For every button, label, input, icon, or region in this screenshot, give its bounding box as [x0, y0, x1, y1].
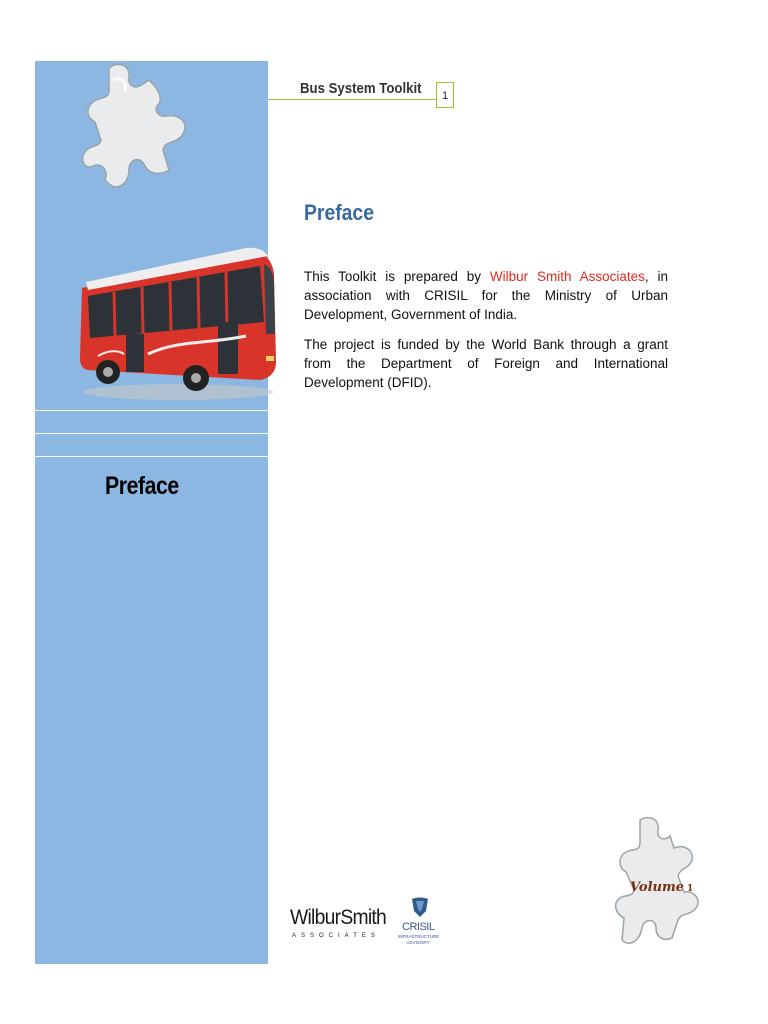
- page-title: Preface: [304, 200, 374, 225]
- paragraph-intro-text-end: , in association with CRISIL for the Ministry of Urban Development, Government of India.: [304, 269, 669, 322]
- crisil-logo: [398, 895, 442, 955]
- sidebar-divider: [35, 433, 268, 434]
- highlight-organization: Wilbur Smith Associates: [489, 269, 645, 284]
- volume-label: [630, 880, 693, 895]
- volume-label-text: Volume: [630, 880, 684, 895]
- paragraph-intro: [304, 267, 668, 324]
- wilbur-smith-logo-name: WilburSmith: [290, 906, 387, 929]
- volume-number: 1: [686, 884, 694, 894]
- sidebar-divider: [35, 456, 268, 457]
- paragraph-intro-text: This Toolkit is prepared by: [304, 269, 490, 284]
- sidebar-divider: [35, 410, 268, 411]
- crisil-logo-name: CRISIL: [402, 921, 435, 933]
- paragraph-funding: The project is funded by the World Bank through a grant from the Department of Foreign and International Development (DFID).: [304, 337, 668, 390]
- page-number: 1: [436, 82, 454, 108]
- wilbur-smith-logo: [290, 906, 387, 942]
- header-title: Bus System Toolkit: [300, 80, 422, 97]
- wilbur-smith-logo-sub: ASSOCIATES: [292, 933, 380, 939]
- header-rule: [268, 99, 436, 100]
- crisil-emblem-icon: [398, 895, 442, 921]
- bus-image: [78, 244, 283, 404]
- sidebar-title: Preface: [105, 472, 179, 500]
- crisil-logo-sub: INFRASTRUCTURE ADVISORY: [398, 934, 440, 945]
- puzzle-piece-icon: [79, 60, 195, 205]
